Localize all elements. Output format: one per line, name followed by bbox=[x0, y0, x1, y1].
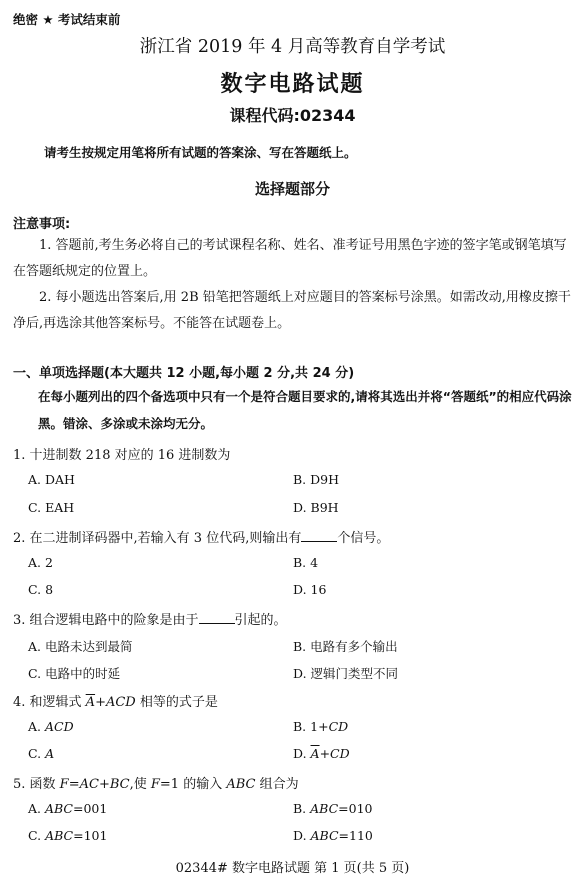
question-stem: 2. 在二进制译码器中,若输入有 3 位代码,则输出有 个信号。 bbox=[13, 531, 390, 546]
note-item: 2. 每小题选出答案后,用 2B 铅笔把答题纸上对应题目的答案标号涂黑。如需改动,用橡皮擦干净后,再选涂其他答案标号。不能答在试题卷上。 bbox=[13, 290, 571, 331]
answer-blank bbox=[301, 529, 337, 542]
option-c: C. EAH bbox=[28, 500, 75, 515]
part-title: 选择题部分 bbox=[254, 180, 330, 198]
subject-title: 数字电路试题 bbox=[220, 72, 365, 97]
option-b: B. ABC=010 bbox=[293, 801, 373, 816]
section-heading: 一、单项选择题(本大题共 12 小题,每小题 2 分,共 24 分) bbox=[13, 366, 355, 381]
option-a: A. 2 bbox=[28, 555, 53, 570]
option-d: D. ABC=110 bbox=[293, 828, 373, 843]
option-c: C. 8 bbox=[28, 582, 54, 597]
course-code: 课程代码:02344 bbox=[229, 106, 356, 125]
option-c: C. A bbox=[28, 746, 55, 761]
option-d: D. B9H bbox=[293, 500, 339, 515]
secret-mark: 绝密 ★ 考试结束前 bbox=[13, 12, 121, 27]
option-c: C. 电路中的时延 bbox=[28, 666, 121, 681]
option-a: A. ACD bbox=[28, 719, 74, 734]
answer-blank bbox=[199, 611, 235, 624]
page-footer: 02344# 数字电路试题 第 1 页(共 5 页) bbox=[175, 861, 410, 876]
option-b: B. 4 bbox=[293, 555, 319, 570]
option-b: B. D9H bbox=[293, 472, 340, 487]
option-a: A. 电路未达到最简 bbox=[28, 639, 133, 654]
exam-title: 浙江省 2019 年 4 月高等教育自学考试 bbox=[139, 37, 446, 57]
question-stem: 4. 和逻辑式 $\overline{A}+ACD$ 相等的式子是 bbox=[13, 695, 218, 710]
question-stem: 5. 函数 F=AC+BC,使 F=1 的输入 ABC 组合为 bbox=[13, 777, 299, 792]
option-b: B. 1+CD bbox=[293, 719, 349, 734]
option-d: D. 逻辑门类型不同 bbox=[293, 666, 399, 681]
option-d: D. $\overline{A}+CD$ bbox=[293, 746, 350, 761]
question-stem: 1. 十进制数 218 对应的 16 进制数为 bbox=[13, 448, 231, 463]
question-stem: 3. 组合逻辑电路中的险象是由于 引起的。 bbox=[13, 613, 287, 628]
notes-title: 注意事项: bbox=[13, 217, 71, 232]
answer-instruction: 请考生按规定用笔将所有试题的答案涂、写在答题纸上。 bbox=[44, 145, 357, 160]
option-b: B. 电路有多个输出 bbox=[293, 639, 398, 654]
section-note: 在每小题列出的四个备选项中只有一个是符合题目要求的,请将其选出并将“答题纸”的相应代码涂黑。错涂、多涂或未涂均无分。 bbox=[38, 389, 572, 431]
note-item: 1. 答题前,考生务必将自己的考试课程名称、姓名、准考证号用黑色字迹的签字笔或钢笔填写在答题纸规定的位置上。 bbox=[13, 238, 567, 279]
option-d: D. 16 bbox=[293, 582, 327, 597]
option-a: A. DAH bbox=[28, 472, 75, 487]
option-c: C. ABC=101 bbox=[28, 828, 108, 843]
option-a: A. ABC=001 bbox=[28, 801, 108, 816]
